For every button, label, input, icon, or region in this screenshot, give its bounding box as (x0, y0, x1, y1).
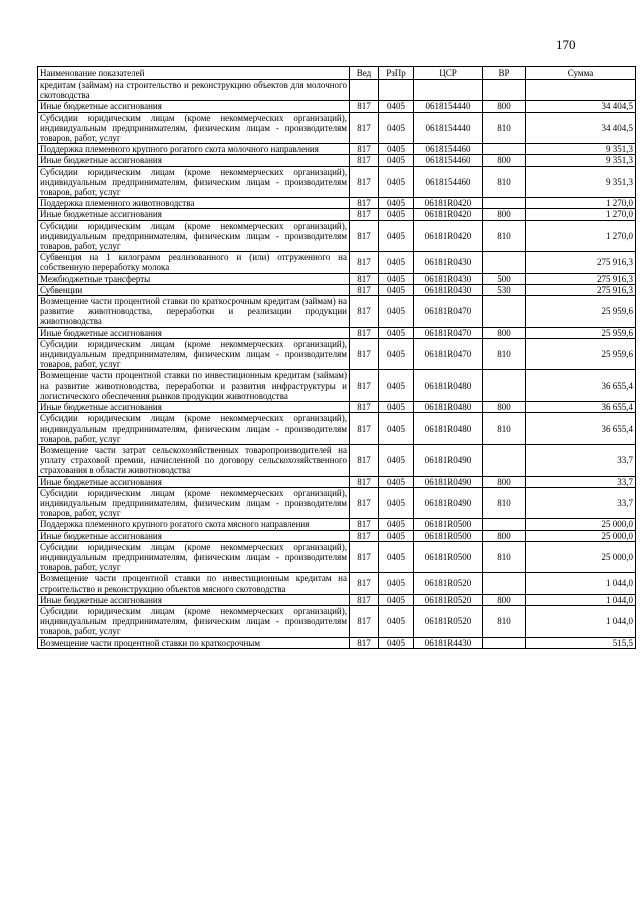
cell-csr: 06181R0470 (414, 296, 483, 328)
cell-rzpr: 0405 (379, 101, 414, 112)
cell-csr: 06181R0470 (414, 338, 483, 370)
cell-ved: 817 (350, 144, 379, 155)
cell-name: Субсидии юридическим лицам (кроме некоммерческих организаций), индивидуальным предпринимателям, физическим лицам - производителям товаров, работ, услуг (38, 338, 350, 370)
cell-sum: 1 044,0 (526, 594, 636, 605)
cell-name: Субсидии юридическим лицам (кроме некоммерческих организаций), индивидуальным предпринимателям, физическим лицам - производителям товаров, работ, услуг (38, 166, 350, 198)
cell-rzpr: 0405 (379, 327, 414, 338)
cell-rzpr: 0405 (379, 413, 414, 445)
header-ved: Вед (350, 67, 379, 80)
cell-csr: 06181R0490 (414, 444, 483, 476)
cell-ved: 817 (350, 198, 379, 209)
cell-sum: 1 044,0 (526, 605, 636, 637)
cell-sum: 34 404,5 (526, 112, 636, 144)
table-row (38, 80, 636, 101)
cell-ved: 817 (350, 573, 379, 594)
header-vr: ВР (483, 67, 526, 80)
cell-csr: 06181R0490 (414, 487, 483, 519)
cell-name: Иные бюджетные ассигнования (38, 476, 350, 487)
cell-ved: 817 (350, 370, 379, 402)
cell-vr: 810 (483, 487, 526, 519)
cell-sum: 25 959,6 (526, 338, 636, 370)
table-row (38, 338, 636, 370)
page-number: 170 (556, 37, 576, 52)
cell-name: Возмещение части процентной ставки по инвестиционным кредитам (займам) на развитие животноводства, переработки и развития инфраструктуры и логистического обеспечения рынков продукции животноводства (38, 370, 350, 402)
cell-vr: 800 (483, 476, 526, 487)
header-name: Наименование показателей (38, 67, 350, 80)
cell-rzpr: 0405 (379, 273, 414, 284)
cell-csr: 06181R0490 (414, 476, 483, 487)
header-rzpr: РзПр (379, 67, 414, 80)
cell-vr (483, 198, 526, 209)
cell-csr: 06181R0470 (414, 327, 483, 338)
cell-name: Субсидии юридическим лицам (кроме некоммерческих организаций), индивидуальным предпринимателям, физическим лицам - производителям товаров, работ, услуг (38, 413, 350, 445)
cell-ved: 817 (350, 252, 379, 273)
cell-rzpr: 0405 (379, 605, 414, 637)
cell-rzpr: 0405 (379, 209, 414, 220)
cell-sum: 25 000,0 (526, 541, 636, 573)
cell-rzpr: 0405 (379, 166, 414, 198)
cell-rzpr: 0405 (379, 402, 414, 413)
cell-sum: 275 916,3 (526, 284, 636, 295)
cell-ved: 817 (350, 519, 379, 530)
table-row (38, 573, 636, 594)
cell-ved: 817 (350, 166, 379, 198)
cell-ved: 817 (350, 327, 379, 338)
cell-name: Иные бюджетные ассигнования (38, 530, 350, 541)
table-row (38, 284, 636, 295)
cell-ved: 817 (350, 338, 379, 370)
cell-vr: 810 (483, 166, 526, 198)
cell-rzpr: 0405 (379, 541, 414, 573)
cell-name: Поддержка племенного крупного рогатого скота молочного направления (38, 144, 350, 155)
cell-rzpr: 0405 (379, 476, 414, 487)
cell-vr (483, 519, 526, 530)
table-row (38, 273, 636, 284)
cell-sum: 1 044,0 (526, 573, 636, 594)
table-row (38, 296, 636, 328)
cell-name: Субсидии юридическим лицам (кроме некоммерческих организаций), индивидуальным предпринимателям, физическим лицам - производителям товаров, работ, услуг (38, 112, 350, 144)
cell-name: Возмещение части процентной ставки по инвестиционным кредитам на строительство и реконструкцию объектов мясного скотоводства (38, 573, 350, 594)
cell-ved: 817 (350, 155, 379, 166)
cell-ved (350, 80, 379, 101)
cell-vr: 810 (483, 338, 526, 370)
cell-name: Иные бюджетные ассигнования (38, 209, 350, 220)
cell-csr (414, 80, 483, 101)
cell-vr (483, 444, 526, 476)
cell-ved: 817 (350, 284, 379, 295)
cell-csr: 06181R0500 (414, 541, 483, 573)
cell-rzpr: 0405 (379, 284, 414, 295)
cell-sum: 9 351,3 (526, 166, 636, 198)
cell-name: кредитам (займам) на строительство и реконструкцию объектов для молочного скотоводства (38, 80, 350, 101)
table-row (38, 198, 636, 209)
cell-csr: 0618154460 (414, 144, 483, 155)
table-row (38, 155, 636, 166)
cell-ved: 817 (350, 209, 379, 220)
cell-name: Возмещение части затрат сельскохозяйственных товаропроизводителей на уплату страховой премии, начисленной по договору сельскохозяйственного страхования в области животноводства (38, 444, 350, 476)
cell-rzpr: 0405 (379, 594, 414, 605)
table-row (38, 519, 636, 530)
cell-rzpr: 0405 (379, 444, 414, 476)
cell-name: Иные бюджетные ассигнования (38, 402, 350, 413)
cell-ved: 817 (350, 541, 379, 573)
cell-rzpr: 0405 (379, 252, 414, 273)
cell-rzpr: 0405 (379, 370, 414, 402)
cell-vr: 530 (483, 284, 526, 295)
cell-vr: 800 (483, 594, 526, 605)
cell-csr: 06181R0420 (414, 209, 483, 220)
cell-sum: 34 404,5 (526, 101, 636, 112)
cell-vr: 810 (483, 541, 526, 573)
cell-vr: 800 (483, 209, 526, 220)
cell-ved: 817 (350, 476, 379, 487)
cell-ved: 817 (350, 605, 379, 637)
cell-vr: 500 (483, 273, 526, 284)
cell-rzpr: 0405 (379, 155, 414, 166)
cell-sum: 33,7 (526, 444, 636, 476)
cell-sum: 25 000,0 (526, 530, 636, 541)
cell-sum: 36 655,4 (526, 402, 636, 413)
table-row (38, 252, 636, 273)
cell-sum: 33,7 (526, 487, 636, 519)
cell-csr: 06181R0430 (414, 273, 483, 284)
cell-sum: 33,7 (526, 476, 636, 487)
cell-vr (483, 637, 526, 648)
cell-csr: 06181R0500 (414, 530, 483, 541)
cell-ved: 817 (350, 530, 379, 541)
cell-csr: 0618154440 (414, 112, 483, 144)
table-row (38, 220, 636, 252)
cell-csr: 06181R0420 (414, 198, 483, 209)
table-row (38, 402, 636, 413)
cell-csr: 06181R0480 (414, 370, 483, 402)
cell-ved: 817 (350, 296, 379, 328)
table-row (38, 413, 636, 445)
cell-csr: 06181R0500 (414, 519, 483, 530)
cell-ved: 817 (350, 101, 379, 112)
cell-ved: 817 (350, 594, 379, 605)
cell-rzpr: 0405 (379, 487, 414, 519)
table-row (38, 327, 636, 338)
table-row (38, 530, 636, 541)
table-row (38, 112, 636, 144)
cell-vr: 800 (483, 327, 526, 338)
cell-vr: 800 (483, 530, 526, 541)
table-row (38, 166, 636, 198)
cell-csr: 06181R4430 (414, 637, 483, 648)
cell-name: Субсидии юридическим лицам (кроме некоммерческих организаций), индивидуальным предпринимателям, физическим лицам - производителям товаров, работ, услуг (38, 541, 350, 573)
cell-vr: 800 (483, 402, 526, 413)
table-row (38, 487, 636, 519)
cell-name: Иные бюджетные ассигнования (38, 327, 350, 338)
cell-name: Иные бюджетные ассигнования (38, 101, 350, 112)
cell-csr: 06181R0430 (414, 284, 483, 295)
cell-csr: 0618154460 (414, 166, 483, 198)
cell-csr: 06181R0520 (414, 594, 483, 605)
cell-vr: 800 (483, 155, 526, 166)
cell-rzpr: 0405 (379, 144, 414, 155)
cell-csr: 06181R0430 (414, 252, 483, 273)
cell-sum: 36 655,4 (526, 370, 636, 402)
cell-sum: 1 270,0 (526, 209, 636, 220)
cell-ved: 817 (350, 112, 379, 144)
cell-name: Иные бюджетные ассигнования (38, 594, 350, 605)
cell-ved: 817 (350, 273, 379, 284)
cell-name: Субвенция на 1 килограмм реализованного и (или) отгруженного на собственную переработку молока (38, 252, 350, 273)
cell-name: Возмещение части процентной ставки по краткосрочным (38, 637, 350, 648)
cell-name: Межбюджетные трансферты (38, 273, 350, 284)
cell-sum: 9 351,3 (526, 144, 636, 155)
table-body (38, 80, 636, 649)
cell-name: Субсидии юридическим лицам (кроме некоммерческих организаций), индивидуальным предпринимателям, физическим лицам - производителям товаров, работ, услуг (38, 220, 350, 252)
cell-vr (483, 144, 526, 155)
cell-ved: 817 (350, 444, 379, 476)
cell-sum (526, 80, 636, 101)
cell-name: Поддержка племенного животноводства (38, 198, 350, 209)
cell-ved: 817 (350, 220, 379, 252)
cell-ved: 817 (350, 413, 379, 445)
cell-rzpr: 0405 (379, 530, 414, 541)
cell-vr (483, 573, 526, 594)
cell-rzpr: 0405 (379, 296, 414, 328)
cell-vr (483, 252, 526, 273)
cell-ved: 817 (350, 637, 379, 648)
cell-rzpr: 0405 (379, 637, 414, 648)
cell-csr: 06181R0520 (414, 573, 483, 594)
cell-vr (483, 80, 526, 101)
table-row (38, 637, 636, 648)
table-row (38, 594, 636, 605)
cell-rzpr (379, 80, 414, 101)
cell-vr: 810 (483, 112, 526, 144)
table-row (38, 370, 636, 402)
cell-csr: 0618154460 (414, 155, 483, 166)
table-row (38, 101, 636, 112)
table-row (38, 476, 636, 487)
cell-sum: 25 959,6 (526, 327, 636, 338)
cell-csr: 06181R0520 (414, 605, 483, 637)
header-csr: ЦСР (414, 67, 483, 80)
cell-sum: 36 655,4 (526, 413, 636, 445)
table-row (38, 605, 636, 637)
cell-rzpr: 0405 (379, 198, 414, 209)
table-header-row (38, 67, 636, 80)
cell-sum: 25 959,6 (526, 296, 636, 328)
cell-sum: 1 270,0 (526, 220, 636, 252)
cell-name: Субвенции (38, 284, 350, 295)
cell-csr: 06181R0420 (414, 220, 483, 252)
cell-vr (483, 370, 526, 402)
cell-sum: 515,5 (526, 637, 636, 648)
cell-csr: 06181R0480 (414, 402, 483, 413)
table-row (38, 209, 636, 220)
cell-vr: 810 (483, 220, 526, 252)
cell-vr: 800 (483, 101, 526, 112)
header-sum: Сумма (526, 67, 636, 80)
cell-name: Иные бюджетные ассигнования (38, 155, 350, 166)
cell-sum: 275 916,3 (526, 252, 636, 273)
cell-name: Поддержка племенного крупного рогатого скота мясного направления (38, 519, 350, 530)
cell-sum: 275 916,3 (526, 273, 636, 284)
cell-sum: 1 270,0 (526, 198, 636, 209)
table-row (38, 444, 636, 476)
cell-rzpr: 0405 (379, 220, 414, 252)
cell-vr: 810 (483, 605, 526, 637)
table-row (38, 144, 636, 155)
cell-csr: 06181R0480 (414, 413, 483, 445)
cell-csr: 0618154440 (414, 101, 483, 112)
budget-table (37, 66, 636, 649)
cell-name: Возмещение части процентной ставки по краткосрочным кредитам (займам) на развитие животноводства, переработки и реализации продукции животноводства (38, 296, 350, 328)
cell-name: Субсидии юридическим лицам (кроме некоммерческих организаций), индивидуальным предпринимателям, физическим лицам - производителям товаров, работ, услуг (38, 605, 350, 637)
cell-rzpr: 0405 (379, 338, 414, 370)
cell-vr: 810 (483, 413, 526, 445)
cell-ved: 817 (350, 487, 379, 519)
table-row (38, 541, 636, 573)
cell-ved: 817 (350, 402, 379, 413)
cell-vr (483, 296, 526, 328)
cell-rzpr: 0405 (379, 112, 414, 144)
cell-name: Субсидии юридическим лицам (кроме некоммерческих организаций), индивидуальным предпринимателям, физическим лицам - производителям товаров, работ, услуг (38, 487, 350, 519)
cell-sum: 25 000,0 (526, 519, 636, 530)
cell-rzpr: 0405 (379, 519, 414, 530)
cell-sum: 9 351,3 (526, 155, 636, 166)
cell-rzpr: 0405 (379, 573, 414, 594)
